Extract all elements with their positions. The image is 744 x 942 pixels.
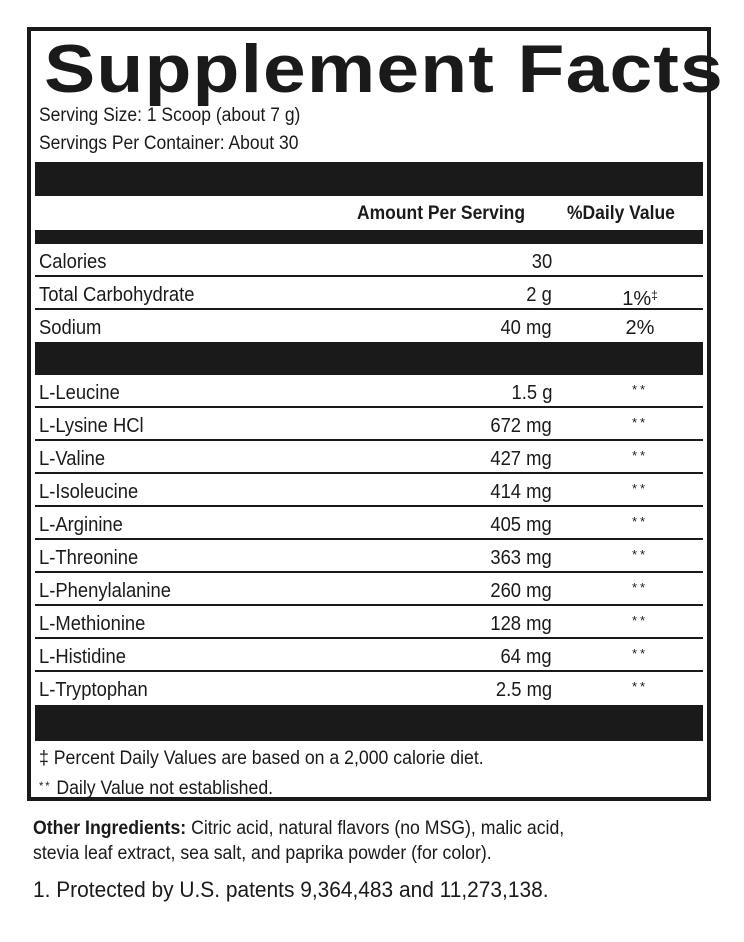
nutrient-row <box>35 277 703 310</box>
serving-size: Serving Size: 1 Scoop (about 7 g) <box>39 105 301 126</box>
amino-acid-daily-value: ** <box>631 613 649 628</box>
dagger-mark: ‡ <box>651 288 658 302</box>
amino-acid-row <box>35 672 703 705</box>
amino-acid-amount: 64 mg <box>500 646 552 668</box>
thick-divider <box>35 162 703 196</box>
amino-acid-row <box>35 606 703 639</box>
amino-acid-row <box>35 474 703 507</box>
amino-acid-amount: 363 mg <box>490 547 552 569</box>
thick-divider <box>35 342 703 375</box>
footnote-daily-value-not-established: ** Daily Value not established. <box>39 778 274 799</box>
servings-per-container: Servings Per Container: About 30 <box>39 133 299 154</box>
nutrient-name: Calories <box>39 251 107 273</box>
amino-acid-name: L-Valine <box>39 448 106 470</box>
amino-acid-row <box>35 573 703 606</box>
panel-title: Supplement Facts <box>44 31 724 107</box>
amino-acid-row <box>35 441 703 474</box>
amino-acid-amount: 427 mg <box>490 448 552 470</box>
amino-acid-daily-value: ** <box>631 382 649 397</box>
thick-divider <box>35 705 703 741</box>
other-ingredients <box>33 816 684 866</box>
supplement-facts-panel <box>27 27 724 801</box>
amino-acid-name: L-Isoleucine <box>39 481 139 503</box>
amino-acid-name: L-Tryptophan <box>39 679 148 701</box>
nutrient-daily-value: 1%‡ <box>622 288 658 310</box>
amino-acid-row <box>35 408 703 441</box>
amino-acid-row <box>35 639 703 672</box>
double-asterisk-mark: ** <box>39 779 52 793</box>
amino-acid-daily-value: ** <box>631 415 649 430</box>
amino-acid-amount: 414 mg <box>490 481 552 503</box>
amino-acid-name: L-Lysine HCl <box>39 415 144 437</box>
amino-acid-name: L-Threonine <box>39 547 139 569</box>
other-ingredients-text: Citric acid, natural flavors (no MSG), malic acid, <box>191 818 565 839</box>
amino-acid-amount: 405 mg <box>490 514 552 536</box>
footnote-percent-daily-value: ‡ Percent Daily Values are based on a 2,000 calorie diet. <box>39 748 484 769</box>
amino-acid-daily-value: ** <box>631 580 649 595</box>
column-header-daily-value: %Daily Value <box>567 203 675 224</box>
amino-acid-name: L-Methionine <box>39 613 146 635</box>
nutrient-row <box>35 310 703 343</box>
amino-acid-row <box>35 507 703 540</box>
amino-acid-daily-value: ** <box>631 514 649 529</box>
amino-acid-daily-value: ** <box>631 679 649 694</box>
amino-acid-daily-value: ** <box>631 547 649 562</box>
amino-acid-amount: 260 mg <box>490 580 552 602</box>
nutrient-daily-value: 2% <box>625 317 655 339</box>
amino-acid-row <box>35 540 703 573</box>
nutrient-name: Total Carbohydrate <box>39 284 195 306</box>
amino-acid-amount: 672 mg <box>490 415 552 437</box>
nutrient-row <box>35 244 703 277</box>
amino-acid-daily-value: ** <box>631 448 649 463</box>
amino-acid-daily-value: ** <box>631 481 649 496</box>
medium-divider <box>35 230 703 244</box>
amino-acid-amount: 2.5 mg <box>495 679 552 701</box>
other-ingredients-label: Other Ingredients: <box>33 818 187 839</box>
amino-acid-amount: 1.5 g <box>511 382 552 404</box>
amino-acid-name: L-Phenylalanine <box>39 580 171 602</box>
amino-acid-name: L-Arginine <box>39 514 123 536</box>
nutrient-amount: 30 <box>531 251 552 273</box>
nutrient-name: Sodium <box>39 317 102 339</box>
nutrient-amount: 2 g <box>526 284 552 306</box>
amino-acid-amount: 128 mg <box>490 613 552 635</box>
amino-acid-daily-value: ** <box>631 646 649 661</box>
amino-acid-row <box>35 375 703 408</box>
patent-note: 1. Protected by U.S. patents 9,364,483 and 11,273,138. <box>33 877 549 902</box>
amino-acid-name: L-Leucine <box>39 382 120 404</box>
amino-acid-name: L-Histidine <box>39 646 126 668</box>
column-header-amount: Amount Per Serving <box>357 203 526 224</box>
other-ingredients-text-cont: stevia leaf extract, sea salt, and paprika powder (for color). <box>33 843 492 864</box>
nutrient-amount: 40 mg <box>500 317 552 339</box>
